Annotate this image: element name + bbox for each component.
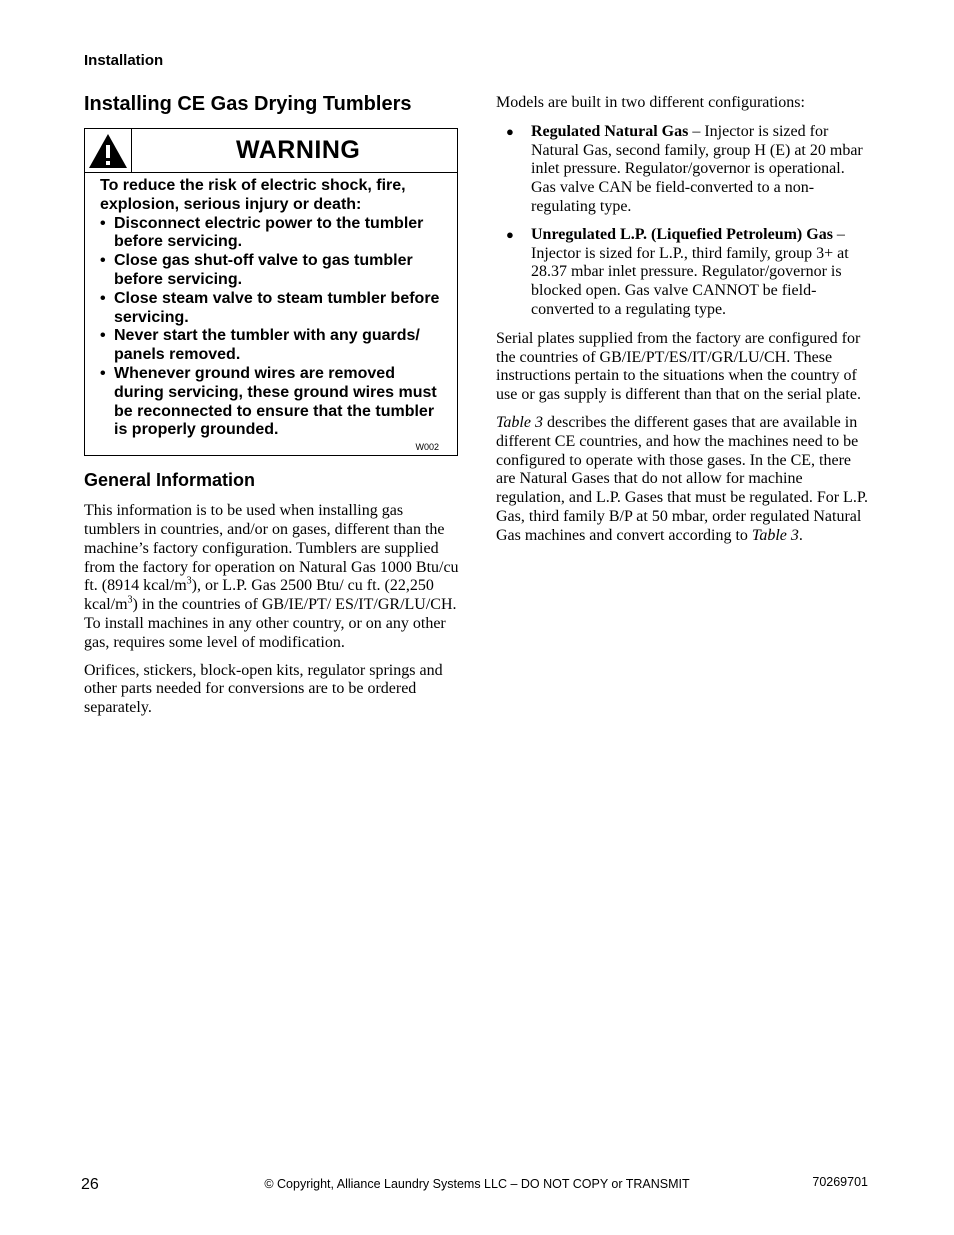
configuration-item [496, 123, 870, 217]
configuration-item [496, 226, 870, 320]
bullet-icon: ● [506, 226, 514, 242]
configuration-label: Regulated Natural Gas [531, 122, 689, 140]
text-run: describes the different gases that are available in different CE countries, and how the machines need to be configured to operate with those gases. In the CE, there are Natural Gases that do not allow for machine regulation, and L.P. Gases that must be regulated. For L.P. Gas, third family B/P at 50 mbar, order regulated Natural Gas machines and convert according to [496, 413, 868, 544]
section-label: Installation [84, 52, 164, 69]
general-information-heading: General Information [84, 470, 256, 491]
warning-item: • Close gas shut-off valve to gas tumbler before servicing. [100, 252, 443, 290]
warning-box [84, 128, 458, 456]
text-run: ) in the countries of GB/IE/PT/ ES/IT/GR/LU/CH. To install machines in any other country, or on any other gas, requires some level of modification. [84, 596, 457, 651]
warning-item: • Disconnect electric power to the tumbler before servicing. [100, 215, 443, 253]
warning-item: • Close steam valve to steam tumbler before servicing. [100, 290, 443, 328]
bullet-icon: ● [506, 123, 514, 139]
superscript: 3 [186, 576, 192, 588]
configuration-text: – Injector is sized for Natural Gas, second family, group H (E) at 20 mbar inlet pressure. Regulator/governor is operational. Gas valve CAN be field-converted to a non-regulating type. [531, 122, 863, 215]
warning-item: • Never start the tumbler with any guards/ panels removed. [100, 327, 443, 365]
left-column [84, 90, 460, 727]
parts-paragraph: Orifices, stickers, block-open kits, regulator springs and other parts needed for conversions are to be ordered separately. [84, 661, 443, 717]
document-code: 70269701 [812, 1175, 868, 1189]
text-run: ), or L.P. Gas 2500 Btu/ cu ft. (22,250 kcal/m [84, 577, 434, 614]
right-column [496, 94, 870, 555]
configuration-label: Unregulated L.P. (Liquefied Petroleum) Gas [531, 225, 833, 243]
table-reference-paragraph [496, 414, 870, 546]
warning-list [100, 215, 443, 441]
warning-intro: To reduce the risk of electric shock, fire, explosion, serious injury or death: [100, 177, 406, 213]
warning-icon-cell [85, 129, 132, 172]
copyright-notice: © Copyright, Alliance Laundry Systems LLC – DO NOT COPY or TRANSMIT [264, 1177, 690, 1191]
warning-title: WARNING [236, 136, 361, 164]
table-reference: Table 3 [751, 526, 799, 544]
superscript: 3 [127, 594, 133, 606]
configuration-text: – Injector is sized for L.P., third family, group 3+ at 28.37 mbar inlet pressure. Regulator/governor is blocked open. Gas valve CANNOT be field-converted to a regulating type. [531, 225, 849, 318]
warning-body [85, 173, 457, 442]
serial-plates-paragraph: Serial plates supplied from the factory are configured for the countries of GB/IE/PT/ES/IT/GR/LU/CH. These instructions pertain to the situations when the country of use or gas supply is different than that on the serial plate. [496, 329, 861, 404]
configurations-list [496, 123, 870, 320]
warning-code: W002 [415, 442, 439, 453]
configurations-intro: Models are built in two different configurations: [496, 94, 805, 111]
warning-triangle-icon [88, 133, 128, 169]
warning-header [85, 129, 457, 173]
page-title: Installing CE Gas Drying Tumblers [84, 93, 412, 115]
text-run: . [798, 526, 803, 544]
text-run: This information is to be used when installing gas tumblers in countries, and/or on gases, different than the machine’s factory configuration. Tumblers are supplied from the factory for operation on Natural Gas 1000 Btu/cu ft. (8914 kcal/m [84, 502, 459, 595]
page-number: 26 [81, 1176, 99, 1193]
table-reference: Table 3 [496, 413, 543, 431]
general-information-paragraph [84, 502, 460, 652]
warning-item: • Whenever ground wires are removed during servicing, these ground wires must be reconnected to ensure that the tumbler is properly grounded. [100, 365, 443, 440]
